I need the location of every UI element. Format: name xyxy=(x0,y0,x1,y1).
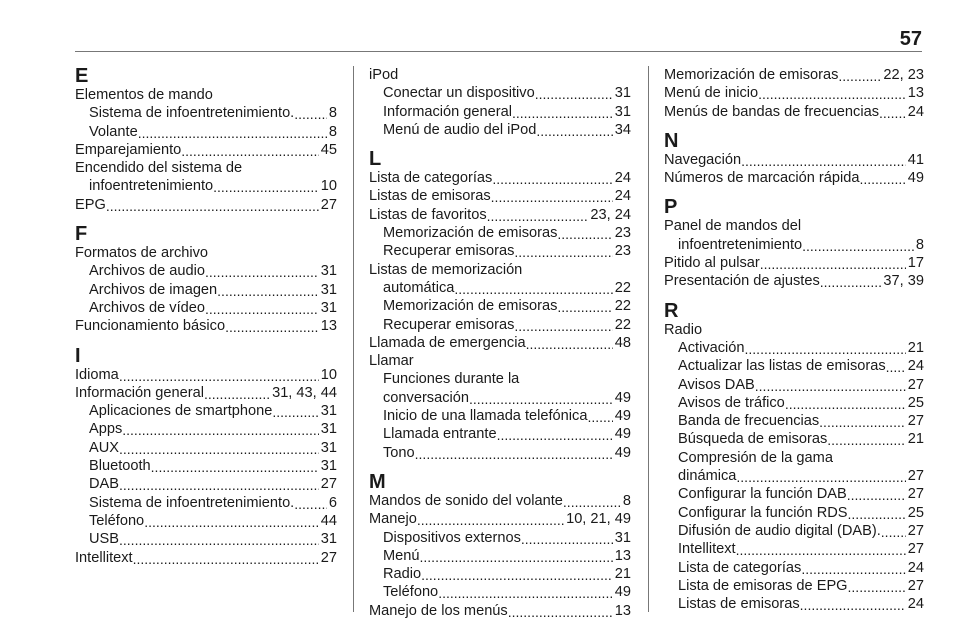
dot-leader xyxy=(420,551,613,565)
index-entry xyxy=(75,366,337,384)
index-entry xyxy=(369,547,631,565)
index-entry-pages: 48 xyxy=(614,334,631,351)
index-letter-heading: R xyxy=(664,299,679,322)
dot-leader xyxy=(144,516,319,530)
index-entry-term: Radio xyxy=(383,566,422,583)
index-entry xyxy=(664,540,924,558)
index-entry-term: infoentretenimiento xyxy=(89,178,214,195)
index-entry-pages: 27 xyxy=(907,577,924,594)
index-entry xyxy=(75,530,337,548)
index-entry xyxy=(75,281,337,299)
index-entry-pages: 23 xyxy=(614,243,631,260)
dot-leader xyxy=(859,173,905,187)
index-entry-term: Conectar un dispositivo xyxy=(383,85,535,102)
index-entry-pages: 31 xyxy=(320,439,337,456)
index-entry-pages: 8 xyxy=(622,492,631,509)
index-entry-pages: 27 xyxy=(907,376,924,393)
index-letter-heading: L xyxy=(369,148,382,171)
index-letter-heading: F xyxy=(75,223,88,246)
index-entry-term: Búsqueda de emisoras xyxy=(678,431,828,448)
index-entry xyxy=(369,316,631,334)
index-entry-pages: 13 xyxy=(614,602,631,619)
dot-leader xyxy=(819,416,906,430)
index-entry xyxy=(75,512,337,530)
index-entry-term: Recuperar emisoras xyxy=(383,316,515,333)
index-entry xyxy=(664,504,924,522)
index-subject-heading: Encendido del sistema de xyxy=(75,160,243,177)
dot-leader xyxy=(119,480,319,494)
index-entry xyxy=(664,522,924,540)
index-entry xyxy=(664,394,924,412)
index-entry-term: Emparejamiento xyxy=(75,141,182,158)
index-entry-term: Memorización de emisoras xyxy=(383,298,558,315)
dot-leader xyxy=(213,182,319,196)
index-entry-term: Funcionamiento básico xyxy=(75,318,226,335)
index-entry-pages: 13 xyxy=(320,318,337,335)
index-entry xyxy=(75,457,337,475)
index-entry-pages: 49 xyxy=(907,170,924,187)
index-subject-heading: Formatos de archivo xyxy=(75,245,209,262)
index-entry-term: Difusión de audio digital (DAB). xyxy=(678,522,881,539)
dot-leader xyxy=(151,461,319,475)
index-letter-heading: E xyxy=(75,65,89,87)
index-entry-pages: 8 xyxy=(328,123,337,140)
index-entry xyxy=(664,357,924,375)
index-entry xyxy=(369,510,631,528)
index-entry-pages: 22 xyxy=(614,298,631,315)
index-entry-pages: 25 xyxy=(907,504,924,521)
index-entry xyxy=(75,262,337,280)
dot-leader xyxy=(838,70,881,84)
dot-leader xyxy=(526,338,613,352)
index-entry-term: Números de marcación rápida xyxy=(664,170,860,187)
dot-leader xyxy=(492,173,612,187)
index-entry xyxy=(664,254,924,272)
index-entry-pages: 31 xyxy=(614,529,631,546)
dot-leader xyxy=(848,581,906,595)
index-entry-pages: 8 xyxy=(328,105,337,122)
index-entry xyxy=(75,420,337,438)
index-entry xyxy=(664,103,924,121)
index-entry xyxy=(664,66,924,84)
index-entry-pages: 31, 43, 44 xyxy=(272,384,337,401)
dot-leader xyxy=(204,388,270,402)
index-entry xyxy=(75,439,337,457)
dot-leader xyxy=(514,320,612,334)
index-entry-pages: 31 xyxy=(320,531,337,548)
index-entry-pages: 22 xyxy=(614,316,631,333)
index-entry xyxy=(664,339,924,357)
dot-leader xyxy=(512,107,613,121)
index-entry-term: Llamada entrante xyxy=(383,426,497,443)
index-entry-term: Menús de bandas de frecuencias xyxy=(664,103,879,120)
index-entry-term: Volante xyxy=(89,123,138,140)
index-entry-pages: 27 xyxy=(320,476,337,493)
index-entry-pages: 21 xyxy=(907,431,924,448)
index-entry xyxy=(369,224,631,242)
index-entry xyxy=(664,430,924,448)
dot-leader xyxy=(417,515,564,529)
index-entry-term: Listas de favoritos xyxy=(369,206,487,223)
index-entry-term: Configurar la función RDS xyxy=(678,504,848,521)
page-number: 57 xyxy=(899,28,922,50)
index-entry-term: AUX xyxy=(89,439,120,456)
index-entry xyxy=(369,297,631,315)
index-entry-pages: 22 xyxy=(614,279,631,296)
index-entry-term: Menú de audio del iPod xyxy=(383,121,537,138)
index-entry-term: Intellitext xyxy=(678,541,736,558)
index-entry-term: USB xyxy=(89,531,120,548)
index-entry xyxy=(664,236,924,254)
index-entry-term: Presentación de ajustes xyxy=(664,273,820,290)
index-entry-term: Memorización de emisoras xyxy=(664,67,839,83)
index-column-2 xyxy=(369,66,631,620)
index-entry-pages: 31 xyxy=(320,421,337,438)
index-entry-term: Teléfono xyxy=(383,584,439,601)
index-entry xyxy=(664,485,924,503)
dot-leader xyxy=(514,247,612,261)
index-entry xyxy=(664,467,924,485)
index-entry-term: Avisos DAB xyxy=(678,376,755,393)
index-entry-term: Pitido al pulsar xyxy=(664,255,760,272)
index-entry-pages: 23 xyxy=(614,225,631,242)
index-entry-pages: 21 xyxy=(614,566,631,583)
index-entry-pages: 24 xyxy=(907,103,924,120)
dot-leader xyxy=(217,285,319,299)
index-entry-pages: 34 xyxy=(614,121,631,138)
dot-leader xyxy=(881,526,906,540)
index-subject-heading: Radio xyxy=(664,321,703,338)
index-entry-term: Banda de frecuencias xyxy=(678,413,820,430)
dot-leader xyxy=(802,240,914,254)
index-entry-term: Llamada de emergencia xyxy=(369,334,526,351)
index-subject-heading: Listas de memorización xyxy=(369,261,523,278)
index-entry-term: Actualizar las listas de emisoras xyxy=(678,358,886,375)
dot-leader xyxy=(755,380,906,394)
index-entry-term: Menú xyxy=(383,547,420,564)
index-entry-pages: 31 xyxy=(320,263,337,280)
index-entry-pages: 27 xyxy=(907,468,924,485)
index-entry-pages: 49 xyxy=(614,389,631,406)
index-entry xyxy=(75,141,337,159)
index-entry-term: automática xyxy=(383,279,455,296)
index-entry-term: infoentretenimiento xyxy=(678,236,803,253)
dot-leader xyxy=(487,210,589,224)
dot-leader xyxy=(886,362,906,376)
index-entry xyxy=(369,279,631,297)
dot-leader xyxy=(736,545,906,559)
index-entry-pages: 13 xyxy=(614,547,631,564)
index-entry xyxy=(369,84,631,102)
index-column-1 xyxy=(75,66,337,567)
dot-leader xyxy=(421,569,613,583)
dot-leader xyxy=(106,200,319,214)
index-entry-term: Manejo xyxy=(369,511,417,528)
index-entry-term: Avisos de tráfico xyxy=(678,394,785,411)
index-entry xyxy=(369,444,631,462)
index-entry xyxy=(75,317,337,335)
index-entry-term: Intellitext xyxy=(75,549,133,566)
index-subject-heading: Elementos de mando xyxy=(75,87,213,103)
dot-leader xyxy=(491,192,613,206)
index-entry xyxy=(369,425,631,443)
index-column-3 xyxy=(664,66,924,613)
index-entry-term: Dispositivos externos xyxy=(383,529,521,546)
index-entry-pages: 10 xyxy=(320,178,337,195)
dot-leader xyxy=(801,563,905,577)
index-entry-term: Información general xyxy=(75,384,204,401)
index-letter-heading: P xyxy=(664,196,678,219)
index-entry-term: Idioma xyxy=(75,366,119,383)
dot-leader xyxy=(294,109,327,123)
index-entry-pages: 22, 23 xyxy=(883,67,924,83)
dot-leader xyxy=(557,228,612,242)
index-entry-term: conversación xyxy=(383,389,469,406)
index-entry xyxy=(75,299,337,317)
index-entry-pages: 24 xyxy=(907,358,924,375)
dot-leader xyxy=(508,606,613,620)
index-entry xyxy=(75,475,337,493)
dot-leader xyxy=(741,155,906,169)
dot-leader xyxy=(415,448,613,462)
dot-leader xyxy=(181,145,319,159)
index-entry-pages: 27 xyxy=(907,541,924,558)
dot-leader xyxy=(745,343,906,357)
dot-leader xyxy=(119,370,319,384)
index-entry xyxy=(664,84,924,102)
dot-leader xyxy=(557,302,612,316)
index-entry-term: Teléfono xyxy=(89,512,145,529)
index-entry xyxy=(369,492,631,510)
index-entry-pages: 31 xyxy=(320,458,337,475)
index-entry xyxy=(75,384,337,402)
index-entry-term: Inicio de una llamada telefónica xyxy=(383,408,588,425)
index-entry-term: Sistema de infoentretenimiento. xyxy=(89,494,295,511)
dot-leader xyxy=(563,496,621,510)
index-entry xyxy=(369,602,631,620)
index-entry xyxy=(664,559,924,577)
dot-leader xyxy=(119,535,319,549)
dot-leader xyxy=(785,398,906,412)
index-entry xyxy=(75,402,337,420)
index-entry xyxy=(369,121,631,139)
index-entry xyxy=(369,206,631,224)
dot-leader xyxy=(827,435,905,449)
dot-leader xyxy=(225,322,319,336)
index-entry xyxy=(369,565,631,583)
index-entry-pages: 24 xyxy=(614,188,631,205)
index-entry xyxy=(664,151,924,169)
index-entry-term: Memorización de emisoras xyxy=(383,225,558,242)
index-entry-pages: 10, 21, 49 xyxy=(566,511,631,528)
index-entry-term: Lista de categorías xyxy=(369,170,493,187)
dot-leader xyxy=(587,411,612,425)
dot-leader xyxy=(133,553,319,567)
dot-leader xyxy=(497,430,613,444)
index-entry-pages: 25 xyxy=(907,394,924,411)
index-entry-term: Archivos de imagen xyxy=(89,281,218,298)
index-entry xyxy=(664,376,924,394)
index-entry xyxy=(369,407,631,425)
index-letter-heading: N xyxy=(664,129,679,152)
index-entry xyxy=(369,103,631,121)
index-entry xyxy=(75,494,337,512)
index-entry-pages: 23, 24 xyxy=(590,206,631,223)
index-entry xyxy=(369,334,631,352)
dot-leader xyxy=(758,89,906,103)
index-entry-term: Menú de inicio xyxy=(664,85,759,102)
index-entry-term: Tono xyxy=(383,444,415,461)
index-entry-pages: 27 xyxy=(320,196,337,213)
header-rule xyxy=(75,51,922,52)
index-letter-heading: M xyxy=(369,470,386,493)
index-entry-pages: 37, 39 xyxy=(883,273,924,290)
index-entry-term: Información general xyxy=(383,103,512,120)
index-entry-pages: 24 xyxy=(907,559,924,576)
column-separator xyxy=(648,66,649,612)
index-entry-term: Manejo de los menús xyxy=(369,602,508,619)
dot-leader xyxy=(820,277,882,291)
index-entry xyxy=(664,169,924,187)
index-entry xyxy=(664,412,924,430)
index-entry-term: Archivos de vídeo xyxy=(89,299,206,316)
index-entry-pages: 31 xyxy=(614,103,631,120)
dot-leader xyxy=(847,490,906,504)
index-entry-term: Bluetooth xyxy=(89,458,151,475)
dot-leader xyxy=(848,508,906,522)
index-entry-term: Aplicaciones de smartphone xyxy=(89,403,273,420)
index-entry-pages: 17 xyxy=(907,255,924,272)
index-entry xyxy=(369,187,631,205)
dot-leader xyxy=(138,127,327,141)
index-entry-pages: 49 xyxy=(614,584,631,601)
index-entry-pages: 49 xyxy=(614,444,631,461)
index-entry-term: Lista de emisoras de EPG xyxy=(678,577,848,594)
index-entry xyxy=(664,272,924,290)
index-entry-pages: 49 xyxy=(614,408,631,425)
index-entry-pages: 31 xyxy=(320,281,337,298)
index-entry xyxy=(75,104,337,122)
index-entry-pages: 49 xyxy=(614,426,631,443)
index-entry-pages: 31 xyxy=(614,85,631,102)
index-entry-term: DAB xyxy=(89,476,120,493)
index-entry-term: Configurar la función DAB xyxy=(678,486,847,503)
index-entry-term: Navegación xyxy=(664,151,742,168)
index-entry-pages: 6 xyxy=(328,494,337,511)
dot-leader xyxy=(469,393,613,407)
index-letter-heading: I xyxy=(75,344,81,367)
index-entry-term: Archivos de audio xyxy=(89,263,206,280)
index-entry-term: Mandos de sonido del volante xyxy=(369,492,563,509)
index-entry-term: Apps xyxy=(89,421,123,438)
index-entry xyxy=(369,389,631,407)
index-entry-term: Activación xyxy=(678,339,745,356)
dot-leader xyxy=(272,406,318,420)
index-entry-term: EPG xyxy=(75,196,106,213)
index-entry xyxy=(75,177,337,195)
index-subject-heading: Llamar xyxy=(369,353,414,370)
index-entry-pages: 45 xyxy=(320,141,337,158)
index-entry xyxy=(664,595,924,613)
column-separator xyxy=(353,66,354,612)
dot-leader xyxy=(535,89,613,103)
index-entry-pages: 44 xyxy=(320,512,337,529)
dot-leader xyxy=(521,533,613,547)
dot-leader xyxy=(800,599,906,613)
index-entry-pages: 41 xyxy=(907,151,924,168)
dot-leader xyxy=(454,283,612,297)
index-entry xyxy=(369,583,631,601)
dot-leader xyxy=(736,471,905,485)
index-entry xyxy=(369,169,631,187)
index-subject-heading: Compresión de la gama xyxy=(678,449,833,466)
index-entry-pages: 24 xyxy=(907,596,924,613)
dot-leader xyxy=(119,443,319,457)
index-entry xyxy=(369,529,631,547)
dot-leader xyxy=(438,588,613,602)
index-entry-pages: 27 xyxy=(907,486,924,503)
index-entry-term: dinámica xyxy=(678,468,737,485)
index-entry-pages: 21 xyxy=(907,339,924,356)
index-entry-pages: 31 xyxy=(320,299,337,316)
index-entry-term: Lista de categorías xyxy=(678,559,802,576)
index-entry-term: Listas de emisoras xyxy=(678,596,800,613)
dot-leader xyxy=(879,107,906,121)
dot-leader xyxy=(294,498,327,512)
dot-leader xyxy=(122,425,319,439)
index-entry-pages: 27 xyxy=(907,413,924,430)
index-entry-pages: 31 xyxy=(320,403,337,420)
index-entry-term: Listas de emisoras xyxy=(369,188,491,205)
index-entry-pages: 13 xyxy=(907,85,924,102)
index-entry-pages: 24 xyxy=(614,170,631,187)
index-entry-pages: 27 xyxy=(320,549,337,566)
index-entry-pages: 27 xyxy=(907,522,924,539)
dot-leader xyxy=(205,267,319,281)
index-entry xyxy=(369,242,631,260)
index-entry xyxy=(75,549,337,567)
index-entry xyxy=(75,123,337,141)
index-subject-heading: Panel de mandos del xyxy=(664,218,802,235)
index-entry xyxy=(664,577,924,595)
index-entry xyxy=(75,196,337,214)
dot-leader xyxy=(536,125,612,139)
index-entry-term: Recuperar emisoras xyxy=(383,243,515,260)
index-entry-pages: 10 xyxy=(320,366,337,383)
index-entry-term: Sistema de infoentretenimiento. xyxy=(89,105,295,122)
index-subject-heading: iPod xyxy=(369,67,399,83)
dot-leader xyxy=(760,258,906,272)
index-entry-pages: 8 xyxy=(915,236,924,253)
dot-leader xyxy=(205,303,319,317)
index-subject-heading: Funciones durante la xyxy=(383,371,520,388)
